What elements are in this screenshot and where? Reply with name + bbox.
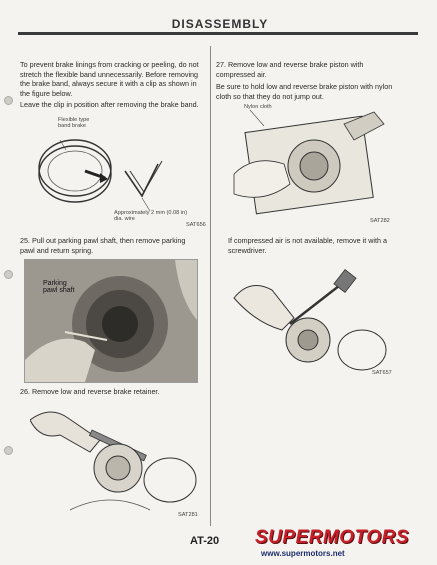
photo-parking-pawl bbox=[24, 259, 198, 383]
figure-code: SAT656 bbox=[186, 222, 206, 228]
watermark-url: www.supermotors.net bbox=[261, 549, 345, 558]
figure-code: SAT282 bbox=[370, 218, 390, 224]
nylon-cloth-label: Nylon cloth bbox=[244, 104, 272, 110]
binding-hole bbox=[4, 446, 13, 455]
intro-note: Leave the clip in position after removing the brake band. bbox=[20, 100, 199, 109]
step-27-note: Be sure to hold low and reverse brake piston with nylon cloth so that they do not jump out. bbox=[216, 82, 393, 101]
retainer-drawing bbox=[30, 400, 208, 520]
figure-screwdriver bbox=[226, 268, 402, 382]
step-25: 25. Pull out parking pawl shaft, then remove parking pawl and return spring. bbox=[20, 236, 186, 255]
alternative-note: If compressed air is not available, remove it with a screwdriver. bbox=[228, 236, 387, 255]
band-brake-label: Flexible type band brake bbox=[58, 117, 90, 129]
step-27: 27. Remove low and reverse brake piston with compressed air. bbox=[216, 60, 364, 79]
parking-pawl-shaft-label: Parking pawl shaft bbox=[43, 280, 75, 294]
nylon-cloth-drawing bbox=[224, 104, 400, 228]
header-rule bbox=[18, 32, 418, 35]
section-title: DISASSEMBLY bbox=[171, 17, 269, 31]
watermark-logo bbox=[255, 527, 435, 561]
watermark-brand-name: SUPERMOTORS bbox=[255, 527, 410, 548]
parking-pawl-photo bbox=[25, 260, 197, 382]
wire-label: Approximately 2 mm (0.08 in) dia. wire bbox=[114, 210, 188, 222]
figure-band-brake bbox=[30, 116, 210, 226]
figure-code: SAT281 bbox=[178, 512, 198, 518]
binding-hole bbox=[4, 96, 13, 105]
figure-code: SAT657 bbox=[372, 370, 392, 376]
column-divider bbox=[210, 46, 211, 526]
screwdriver-drawing bbox=[226, 268, 402, 382]
figure-retainer bbox=[30, 400, 208, 520]
figure-nylon-cloth bbox=[224, 104, 400, 228]
step-26: 26. Remove low and reverse brake retainer. bbox=[20, 387, 160, 396]
intro-paragraph: To prevent brake linings from cracking or peeling, do not stretch the flexible band unnecessarily. Before removing the brake band, always secure it with a clip as shown in the figure below. bbox=[20, 60, 199, 98]
binding-hole bbox=[4, 270, 13, 279]
page-number: AT-20 bbox=[190, 535, 220, 547]
